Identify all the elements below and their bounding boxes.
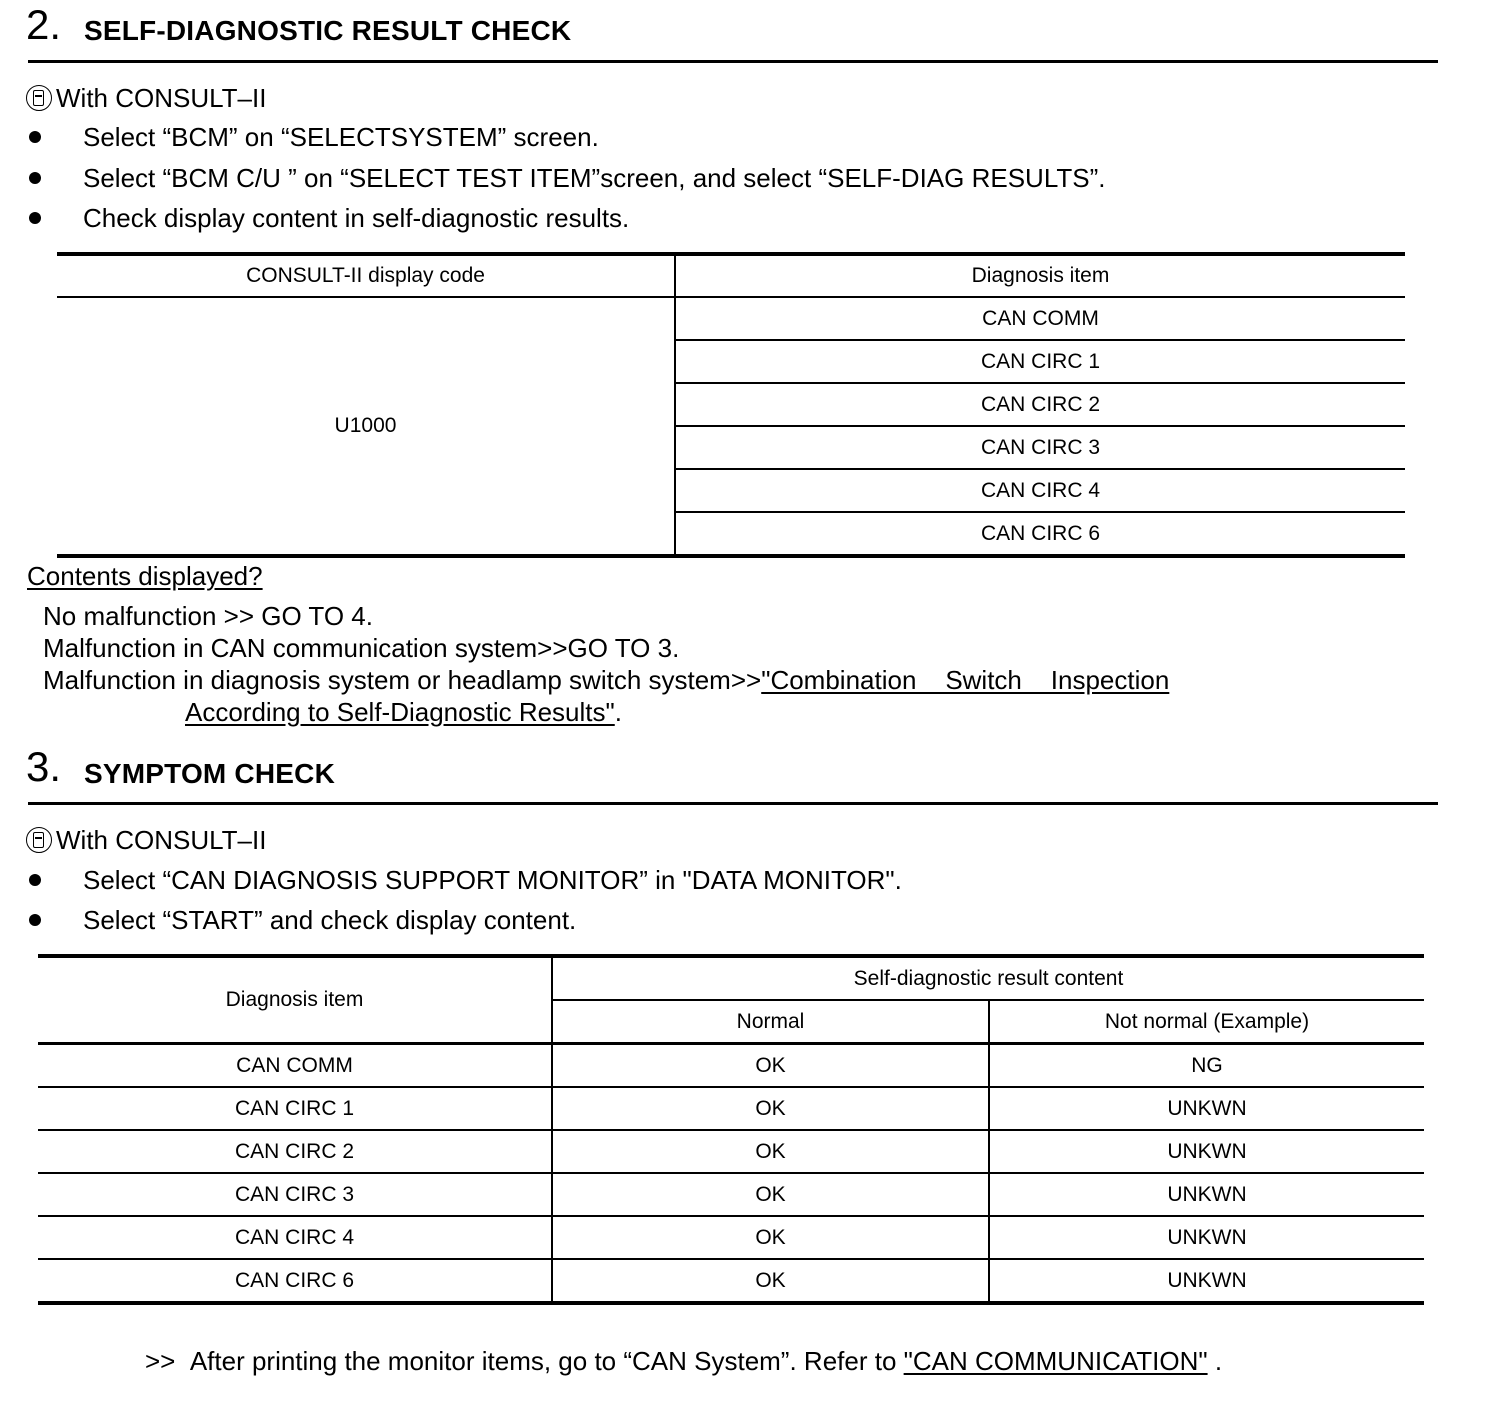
table-header-diagnosis-item: Diagnosis item xyxy=(38,956,552,1044)
step-2-number: 2. xyxy=(26,1,62,48)
can-communication-link[interactable]: "CAN COMMUNICATION" xyxy=(903,1346,1208,1376)
result-no-malfunction: No malfunction >> GO TO 4. xyxy=(43,601,373,631)
table-header-result-content: Self-diagnostic result content xyxy=(552,956,1424,1000)
table-cell-not-normal: UNKWN xyxy=(989,1130,1424,1173)
consult-icon xyxy=(26,85,52,111)
combination-switch-inspection-link-cont[interactable]: According to Self-Diagnostic Results" xyxy=(185,697,615,727)
bullet-icon xyxy=(29,212,41,224)
table-cell-normal: OK xyxy=(552,1173,989,1216)
diagnosis-item-cell: CAN CIRC 4 xyxy=(675,469,1405,512)
result-diag-malfunction xyxy=(43,665,1169,695)
table-header-diagnosis-item: Diagnosis item xyxy=(675,254,1405,297)
contents-displayed-question: Contents displayed? xyxy=(27,561,263,591)
table-cell-normal: OK xyxy=(552,1087,989,1130)
result-diag-malfunction-line2 xyxy=(185,697,622,727)
symptom-check-table xyxy=(38,954,1424,1305)
consult-label: With CONSULT–II xyxy=(56,825,267,855)
diagnosis-item-cell: CAN CIRC 2 xyxy=(675,383,1405,426)
table-cell-not-normal: UNKWN xyxy=(989,1173,1424,1216)
footer-suffix: . xyxy=(1207,1346,1223,1376)
bullet-icon xyxy=(29,874,41,886)
step-2-bullet-3: Check display content in self-diagnostic results. xyxy=(83,203,630,233)
step-2-bullet-1: Select “BCM” on “SELECTSYSTEM” screen. xyxy=(83,122,599,152)
table-header-not-normal: Not normal (Example) xyxy=(989,1000,1424,1044)
diagnosis-item-cell: CAN CIRC 1 xyxy=(675,340,1405,383)
self-diag-code-table xyxy=(57,252,1405,558)
table-cell-normal: OK xyxy=(552,1259,989,1303)
table-header-normal: Normal xyxy=(552,1000,989,1044)
result-can-malfunction: Malfunction in CAN communication system>>GO TO 3. xyxy=(43,633,680,663)
section-3-rule xyxy=(28,802,1438,805)
table-cell-item: CAN CIRC 2 xyxy=(38,1130,552,1173)
footer-prefix: >> After printing the monitor items, go to “CAN System”. Refer to xyxy=(145,1346,904,1376)
result-diag-suffix: . xyxy=(614,697,622,727)
diagnosis-item-cell: CAN CIRC 3 xyxy=(675,426,1405,469)
table-cell-item: CAN CIRC 3 xyxy=(38,1173,552,1216)
bullet-icon xyxy=(29,172,41,184)
result-diag-prefix: Malfunction in diagnosis system or headlamp switch system>> xyxy=(43,665,762,695)
step-3-bullet-2: Select “START” and check display content. xyxy=(83,905,577,935)
consult-icon xyxy=(26,827,52,853)
display-code-cell: U1000 xyxy=(57,297,675,556)
table-cell-item: CAN CIRC 1 xyxy=(38,1087,552,1130)
bullet-icon xyxy=(29,131,41,143)
step-2-title: SELF-DIAGNOSTIC RESULT CHECK xyxy=(84,15,572,46)
table-cell-item: CAN CIRC 6 xyxy=(38,1259,552,1303)
table-cell-item: CAN COMM xyxy=(38,1044,552,1088)
consult-line-2 xyxy=(26,83,266,113)
bullet-icon xyxy=(29,914,41,926)
table-header-display-code: CONSULT-II display code xyxy=(57,254,675,297)
footer-instruction xyxy=(145,1346,1222,1376)
table-cell-not-normal: NG xyxy=(989,1044,1424,1088)
table-cell-normal: OK xyxy=(552,1044,989,1088)
consult-label: With CONSULT–II xyxy=(56,83,267,113)
table-cell-not-normal: UNKWN xyxy=(989,1216,1424,1259)
table-cell-normal: OK xyxy=(552,1216,989,1259)
step-2-bullet-2: Select “BCM C/U ” on “SELECT TEST ITEM”screen, and select “SELF-DIAG RESULTS”. xyxy=(83,163,1106,193)
step-3-bullet-1: Select “CAN DIAGNOSIS SUPPORT MONITOR” in "DATA MONITOR". xyxy=(83,865,902,895)
step-3-title: SYMPTOM CHECK xyxy=(84,758,335,789)
table-cell-item: CAN CIRC 4 xyxy=(38,1216,552,1259)
combination-switch-inspection-link[interactable]: "Combination Switch Inspection xyxy=(761,665,1170,695)
diagnosis-item-cell: CAN CIRC 6 xyxy=(675,512,1405,556)
table-cell-normal: OK xyxy=(552,1130,989,1173)
step-3-number: 3. xyxy=(26,743,62,790)
table-cell-not-normal: UNKWN xyxy=(989,1259,1424,1303)
consult-line-3 xyxy=(26,825,266,855)
section-2-rule xyxy=(28,60,1438,63)
table-cell-not-normal: UNKWN xyxy=(989,1087,1424,1130)
diagnosis-item-cell: CAN COMM xyxy=(675,297,1405,340)
